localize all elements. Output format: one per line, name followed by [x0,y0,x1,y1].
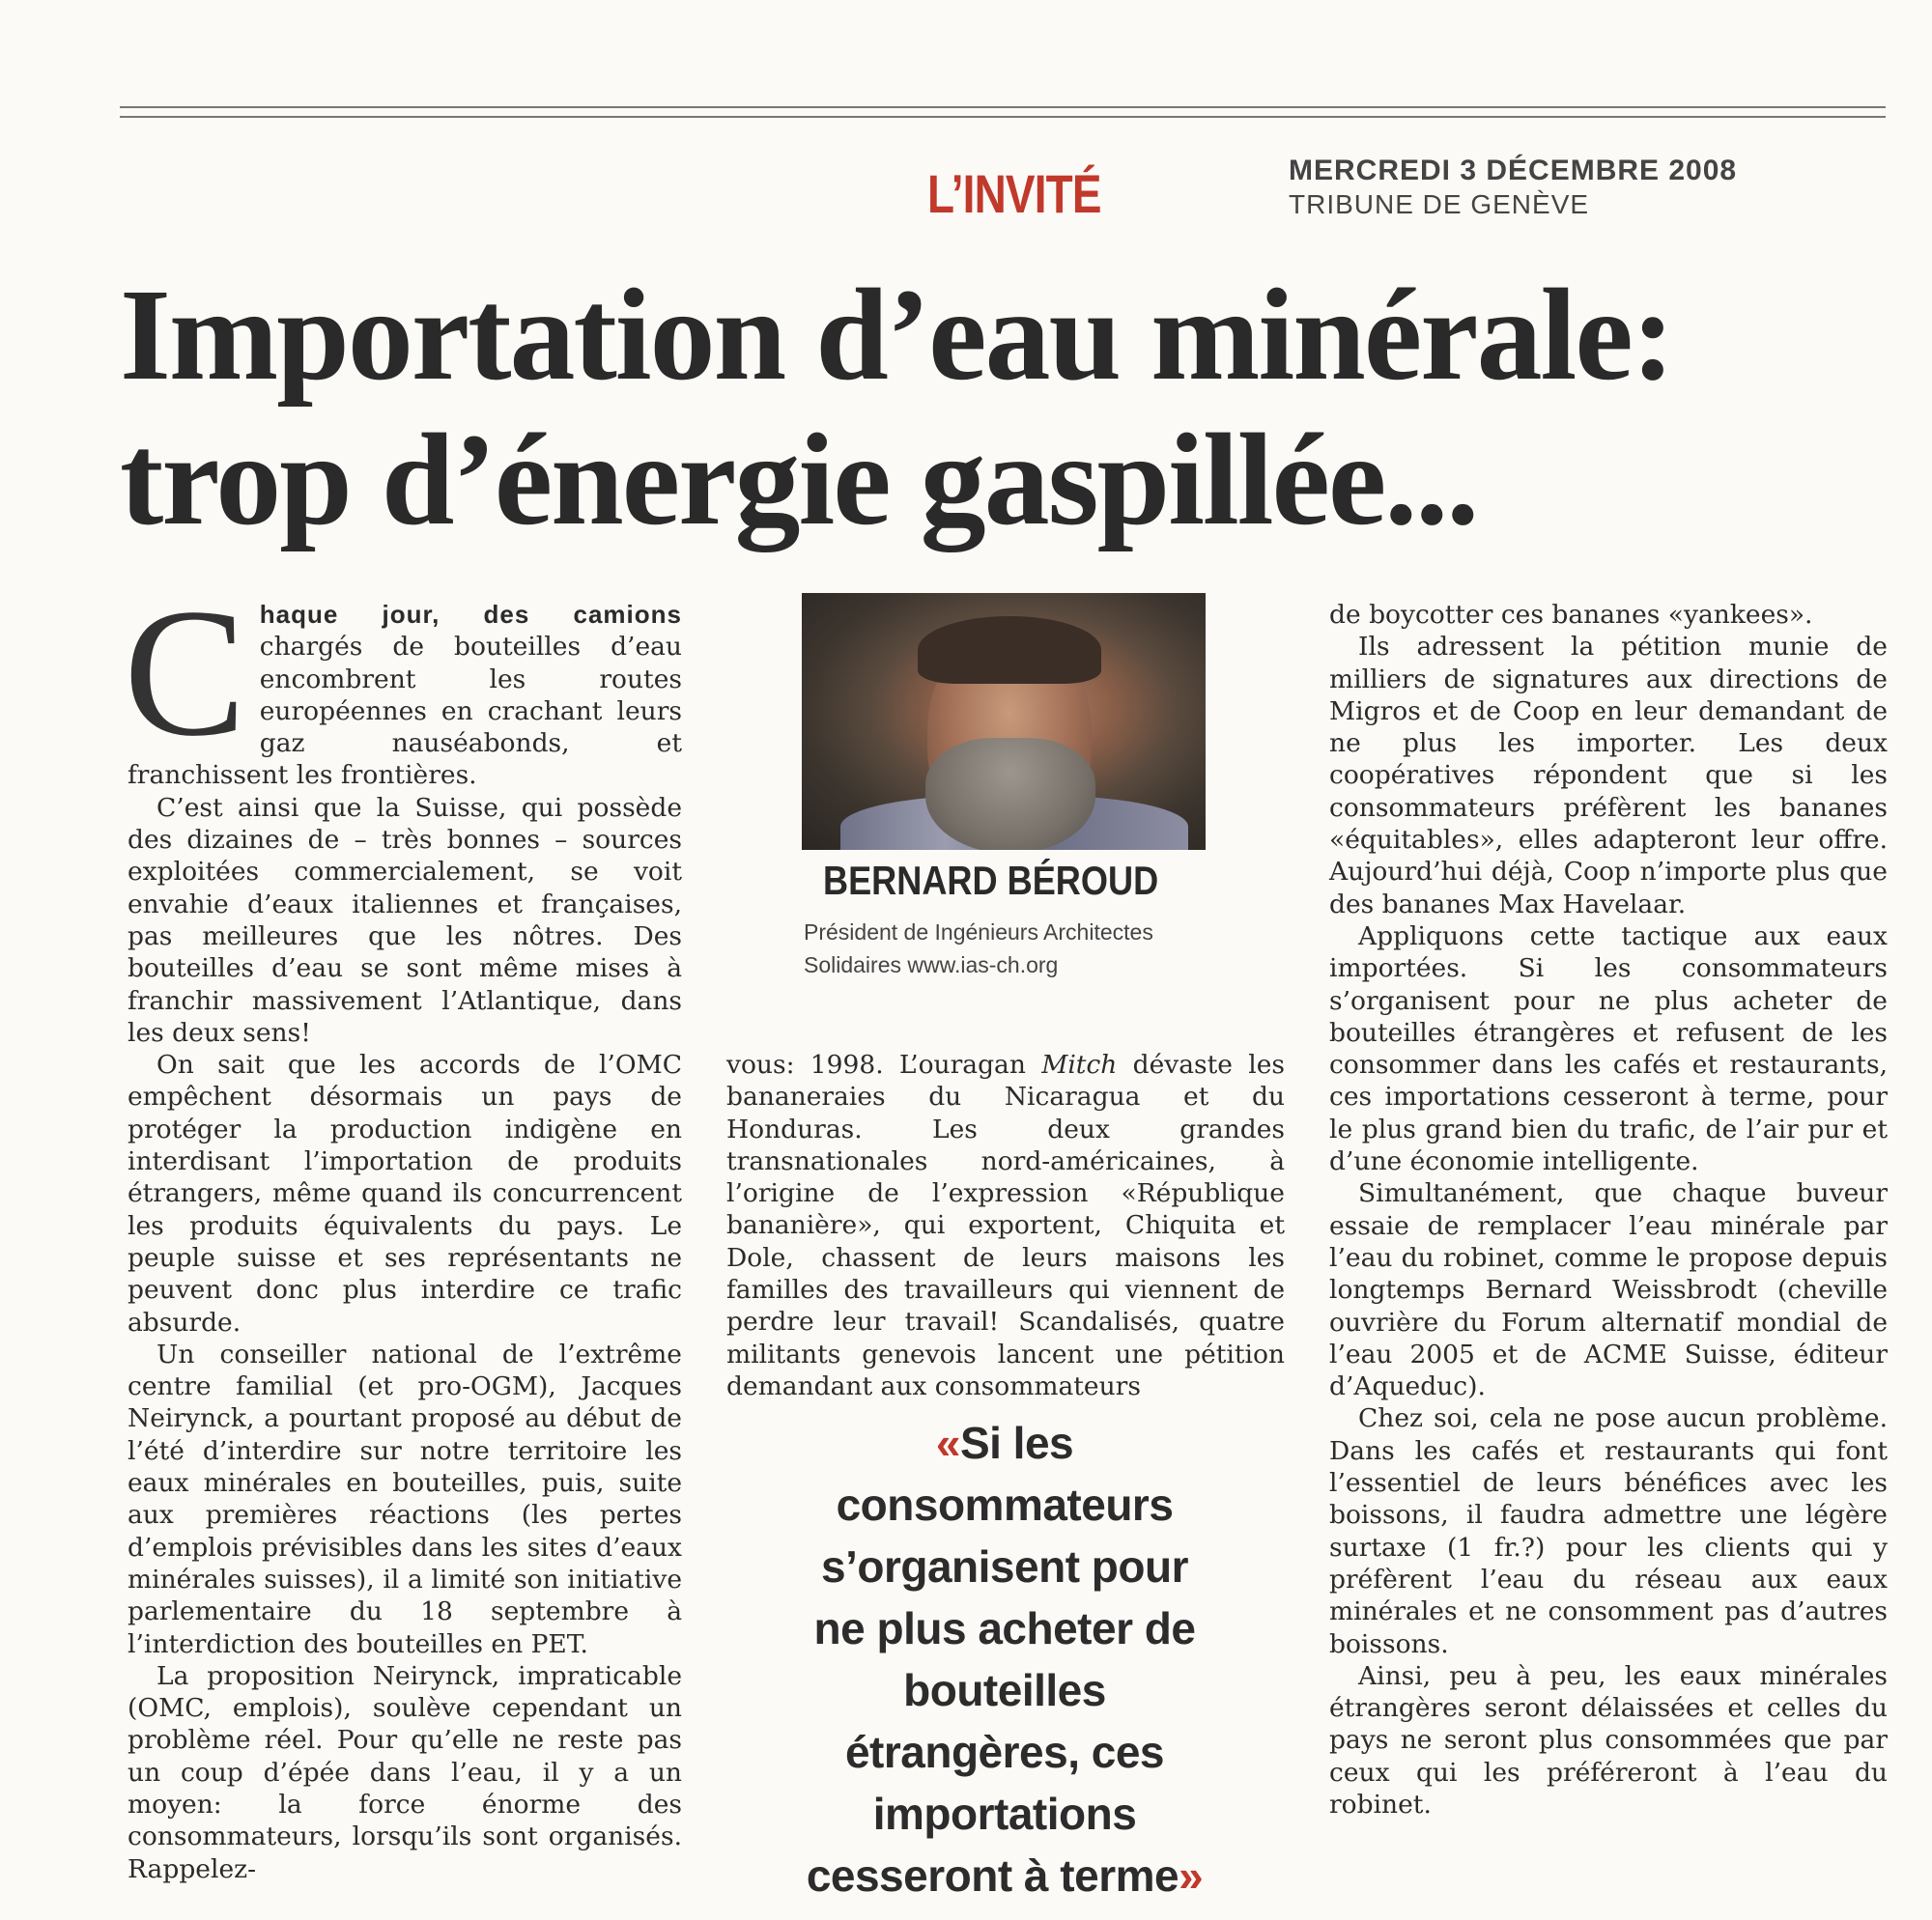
article-column-3 [1329,599,1888,1821]
paragraph: Un conseiller national de l’extrême centre familial (et pro-OGM), Jacques Neirynck, a pourtant proposé au début de l’été d’interdire sur notre territoire les eaux minérales en bouteilles, puis, suite aux premières réactions (les pertes d’emplois prévisibles dans les sites d’eaux minérales suisses), il a limité son initiative parlementaire du 18 septembre à l’interdiction des bouteilles en PET. [128,1339,682,1659]
quote-open: « [935,1418,960,1468]
paragraph: Simultanément, que chaque buveur essaie de remplacer l’eau minérale par l’eau du robinet, comme le propose depuis longtemps Bernard Weissbrodt (cheville ouvrière du Forum alternatif mondial de l’eau 2005 et de ACME Suisse, éditeur d’Aqueduc). [1329,1178,1888,1402]
photo-beard [925,738,1095,850]
article-column-1 [124,572,682,1885]
section-label: L’INVITÉ [927,163,1101,224]
quote-close: » [1179,1850,1204,1901]
paragraph: Appliquons cette tactique aux eaux importées. Si les consommateurs s’organisent pour ne plus acheter de bouteilles étrangères et refusent de les consommer dans les cafés et restaurants, ces importations cesseront à terme, pour le plus grand bien du trafic, de l’air pur et d’une économie intelligente. [1329,920,1888,1177]
italic-name: Mitch [1041,1050,1118,1080]
author-photo [802,593,1206,850]
paragraph: La proposition Neirynck, impraticable (OMC, emplois), soulève cependant un problème réel. Pour qu’elle ne reste pas un coup d’épée dans l’eau, il y a un moyen: la force énorme des consommateurs, lorsqu’ils sont organisés. Rappelez- [128,1660,682,1884]
top-rule-second [120,116,1886,118]
publication-date: MERCREDI 3 DÉCEMBRE 2008 [1289,155,1738,186]
headline-line-1: Importation d’eau minérale: [120,263,1674,408]
article-column-2 [726,1049,1285,1402]
dateline [1289,155,1737,220]
pull-quote-text: Si les consommateurs s’organisent pour ne plus acheter de bouteilles étrangères, ces importations cesseront à terme [806,1418,1196,1901]
text-run: vous: 1998. L’ouragan [726,1050,1042,1080]
text-run: dévaste les bananeraies du Nicaragua et du Honduras. Les deux grandes transnationales nord-américaines, à l’origine de l’expression «République bananière», qui exportent, Chiquita et Dole, chassent de leurs maisons les familles des travailleurs qui viennent de perdre leur travail! Scandalisés, quatre militants genevois lancent une pétition demandant aux consommateurs [726,1050,1285,1401]
lead-caps: haque jour, des camions [259,600,682,629]
paragraph: Ainsi, peu à peu, les eaux minérales étrangères seront délaissées et celles du pays ne seront plus consommées que par ceux qui les préféreront à l’eau du robinet. [1329,1660,1888,1820]
paragraph: de boycotter ces bananes «yankees». [1329,600,1813,630]
paragraph: Ils adressent la pétition munie de milliers de signatures aux directions de Migros et de Coop en leur demandant de ne plus les importer. Les deux coopératives répondent que si les consommateurs préfèrent les bananes «équitables», elles adapteront leur offre. Aujourd’hui déjà, Coop n’importe plus que des bananes Max Havelaar. [1329,632,1888,919]
paragraph: C’est ainsi que la Suisse, qui possède des dizaines de – très bonnes – sources exploitées commercialement, se voit envahie d’eaux italiennes et françaises, pas meilleures que les nôtres. Des bouteilles d’eau se sont même mises à franchir massivement l’Atlantique, dans les deux sens! [128,792,682,1048]
headline [120,263,1859,552]
pull-quote [792,1412,1217,1906]
lead-text: chargés de bouteilles d’eau encombrent les routes européennes en crachant leurs gaz nauséabonds, et franchissent les frontières. [128,632,682,791]
headline-line-2: trop d’énergie gaspillée... [120,408,1478,552]
paragraph [726,1049,1285,1402]
top-rule [120,106,1886,108]
newspaper-name: TRIBUNE DE GENÈVE [1289,189,1590,219]
author-role: Président de Ingénieurs Architectes Solidaires www.ias-ch.org [804,919,1153,977]
drop-cap: C [124,572,246,775]
paragraph: Chez soi, cela ne pose aucun problème. Dans les cafés et restaurants qui font l’essentiel de leurs bénéfices avec les boissons, il faudra admettre une légère surtaxe (1 fr.?) pour les clients qui y préfèrent l’eau du réseau aux eaux minérales et ne consomment pas d’autres boissons. [1329,1403,1888,1659]
photo-hair [918,616,1101,684]
paragraph: On sait que les accords de l’OMC empêchent désormais un pays de protéger la production indigène en interdisant l’importation de produits étrangers, même quand ils concurrencent les produits équivalents du pays. Le peuple suisse et ses représentants ne peuvent donc plus interdire ce trafic absurde. [128,1050,682,1338]
lead-paragraph [124,572,682,792]
author-name: BERNARD BÉROUD [823,858,1159,903]
